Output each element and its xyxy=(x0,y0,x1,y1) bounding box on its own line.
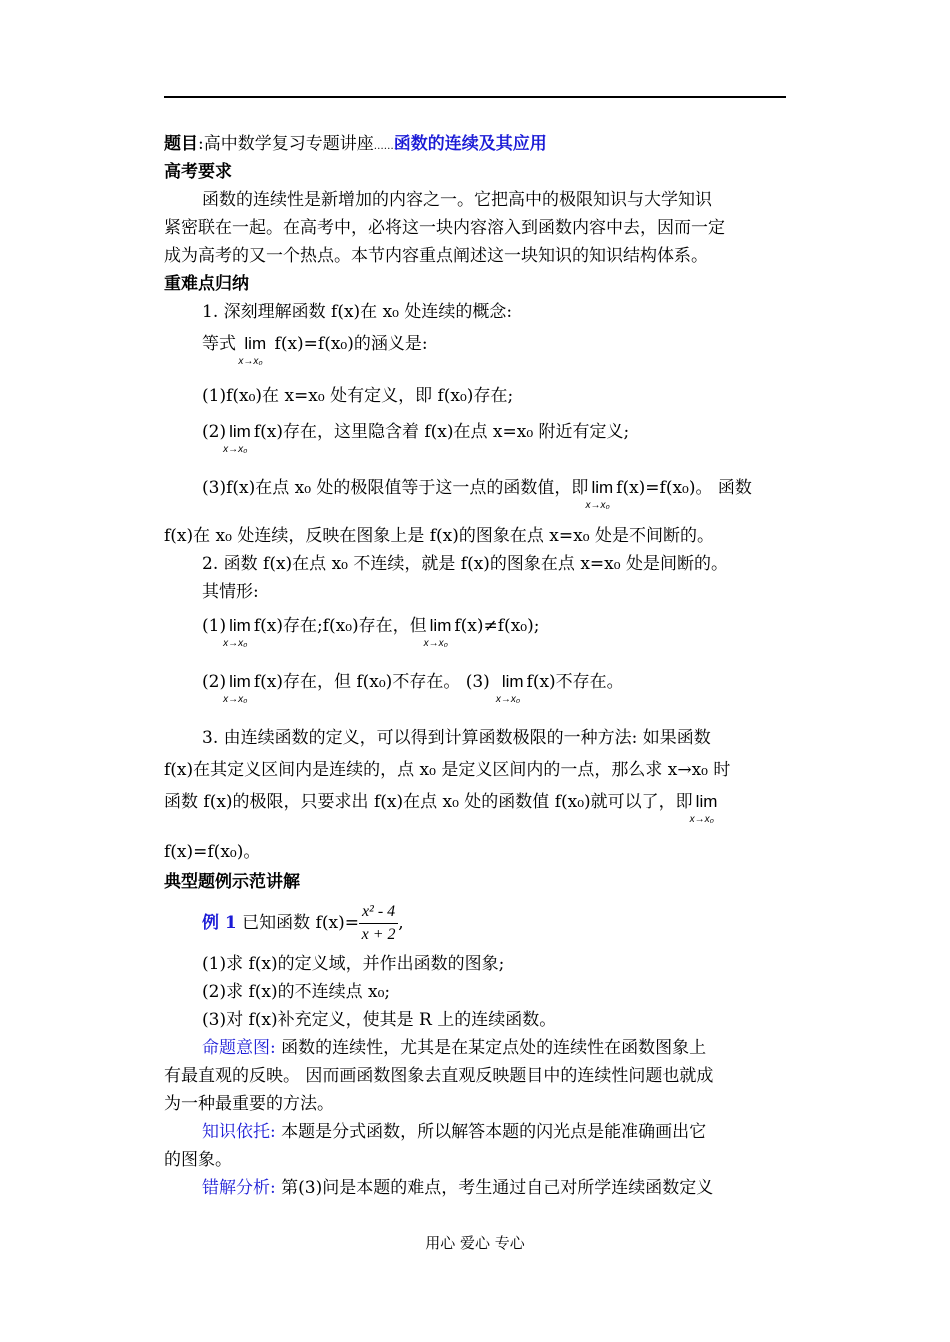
fraction: $\frac{\text{x² - 4}}{x + 2}$ xyxy=(359,901,398,946)
case-1: (1) lim x→x₀ f(x)存在;f(x₀)存在，但 lim x→x₀ f(x)≠f(x₀); xyxy=(202,616,540,649)
heading-key-points: 重难点归纳 xyxy=(164,274,249,294)
condition-3: (3)f(x)在点 x₀ 处的极限值等于这一点的函数值，即 lim x→x₀ f(x)=f(x₀)。 函数 xyxy=(202,478,752,511)
title-dots: …… xyxy=(373,141,394,152)
condition-2: (2) lim x→x₀ f(x)存在，这里隐含着 f(x)在点 x=x₀ 附近有定义; xyxy=(202,422,630,455)
intent-line: 命题意图: 函数的连续性，尤其是在某定点处的连续性在函数图象上 xyxy=(202,1038,707,1058)
point-3: 3. 由连续函数的定义，可以得到计算函数极限的一种方法: 如果函数 xyxy=(202,728,711,748)
point-2: 2. 函数 f(x)在点 x₀ 不连续，就是 f(x)的图象在点 x=x₀ 处是间断的。 xyxy=(202,554,728,574)
paragraph-line: 成为高考的又一个热点。本节内容重点阐述这一块知识的知识结构体系。 xyxy=(164,246,708,266)
limit-symbol: lim x→x₀ xyxy=(495,672,524,705)
limit-symbol: lim x→x₀ xyxy=(423,616,452,649)
document-body xyxy=(164,130,786,1202)
limit-equation-line: 等式 lim x→x₀ f(x)=f(x₀)的涵义是: xyxy=(202,334,428,367)
case-2-3: (2) lim x→x₀ f(x)存在，但 f(x₀)不存在。 (3) lim x→x₀ f(x)不存在。 xyxy=(202,672,624,705)
page-footer: 用心 爱心 专心 xyxy=(425,1234,525,1252)
paragraph-line: 紧密联在一起。在高考中，必将这一块内容溶入到函数内容中去，因而一定 xyxy=(164,218,725,238)
title-prefix: 高中数学复习专题讲座 xyxy=(203,134,374,154)
limit-symbol: lim x→x₀ xyxy=(689,792,718,825)
question-1: (1)求 f(x)的定义域，并作出函数的图象; xyxy=(202,954,505,974)
limit-symbol: lim x→x₀ xyxy=(238,334,267,367)
title-line: 题目:高中数学复习专题讲座……函数的连续及其应用 xyxy=(164,134,547,154)
cases-label: 其情形: xyxy=(202,582,259,602)
title-topic: 函数的连续及其应用 xyxy=(393,134,547,154)
basis-label: 知识依托: xyxy=(202,1122,276,1142)
question-2: (2)求 f(x)的不连续点 x₀; xyxy=(202,982,391,1002)
limit-symbol: lim x→x₀ xyxy=(585,478,614,511)
condition-3-continued: f(x)在 x₀ 处连续，反映在图象上是 f(x)的图象在点 x=x₀ 处是不间断的。 xyxy=(164,526,714,546)
basis-line: 知识依托: 本题是分式函数，所以解答本题的闪光点是能准确画出它 xyxy=(202,1122,707,1142)
example-label: 例 1 xyxy=(202,913,237,933)
heading-requirements: 高考要求 xyxy=(164,162,232,182)
title-label: 题目 xyxy=(164,134,198,154)
example-1-line: 例 1 已知函数 f(x)= $\frac{\text{x² - 4}}{x + 2}$ , xyxy=(164,896,786,950)
point-3-line-3: 函数 f(x)的极限，只要求出 f(x)在点 x₀ 处的函数值 f(x₀)就可以了，即 lim x→x₀ xyxy=(164,792,718,825)
intent-label: 命题意图: xyxy=(202,1038,276,1058)
condition-1: (1)f(x₀)在 x=x₀ 处有定义，即 f(x₀)存在; xyxy=(202,386,514,406)
paragraph-line: 函数的连续性是新增加的内容之一。它把高中的极限知识与大学知识 xyxy=(202,190,712,210)
paragraph-line: 有最直观的反映。 因而画函数图象去直观反映题目中的连续性问题也就成 xyxy=(164,1066,714,1086)
header-rule xyxy=(164,96,786,98)
paragraph-line: 的图象。 xyxy=(164,1150,232,1170)
limit-symbol: lim x→x₀ xyxy=(223,422,251,455)
paragraph-line: 为一种最重要的方法。 xyxy=(164,1094,334,1114)
point-3-line-2: f(x)在其定义区间内是连续的，点 x₀ 是定义区间内的一点，那么求 x→x₀ 时 xyxy=(164,760,731,780)
point-3-line-4: f(x)=f(x₀)。 xyxy=(164,842,261,862)
error-label: 错解分析: xyxy=(202,1178,276,1198)
point-1: 1. 深刻理解函数 f(x)在 x₀ 处连续的概念: xyxy=(202,302,513,322)
question-3: (3)对 f(x)补充定义，使其是 R 上的连续函数。 xyxy=(202,1010,557,1030)
limit-symbol: lim x→x₀ xyxy=(223,672,251,705)
limit-symbol: lim x→x₀ xyxy=(223,616,251,649)
error-analysis-line: 错解分析: 第(3)问是本题的难点，考生通过自己对所学连续函数定义 xyxy=(202,1178,714,1198)
heading-examples: 典型题例示范讲解 xyxy=(164,872,300,892)
